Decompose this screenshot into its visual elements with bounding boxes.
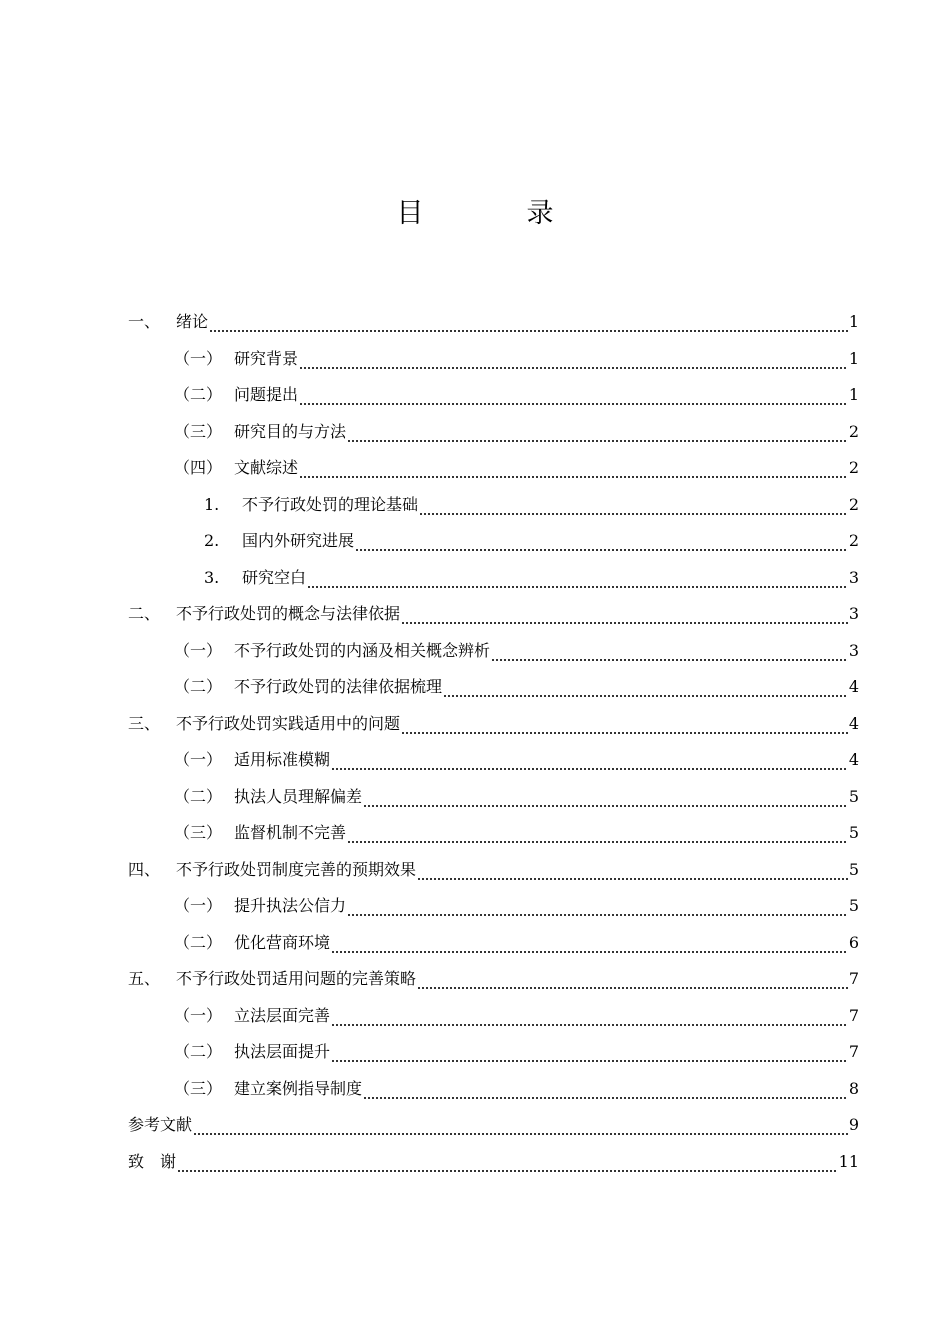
toc-label: 执法层面提升 [234, 1042, 331, 1062]
toc-number: （二） [174, 786, 223, 806]
toc-label: 优化营商环境 [234, 932, 331, 952]
toc-label: 文献综述 [234, 458, 299, 478]
toc-page-number: 7 [848, 1042, 859, 1062]
toc-page-number: 1 [848, 312, 859, 332]
toc-label: 监督机制不完善 [234, 823, 347, 843]
dot-leader [347, 888, 848, 925]
toc-label: 不予行政处罚的理论基础 [242, 494, 419, 514]
toc-page-number: 8 [848, 1078, 859, 1098]
toc-number: 二、 [128, 604, 161, 624]
toc-entry[interactable] [128, 1144, 859, 1181]
dot-leader [491, 633, 848, 670]
dot-leader [299, 377, 848, 414]
toc-label: 适用标准模糊 [234, 750, 331, 770]
table-of-contents [128, 304, 859, 1180]
dot-leader [193, 1107, 848, 1144]
toc-page-number: 7 [848, 1005, 859, 1025]
dot-leader [299, 450, 848, 487]
toc-page-number: 3 [848, 567, 859, 587]
toc-label: 执法人员理解偏差 [234, 786, 363, 806]
toc-number: （一） [174, 640, 223, 660]
page-title: 目 录 [396, 198, 592, 229]
toc-label: 致 谢 [128, 1151, 177, 1171]
dot-leader [331, 1034, 848, 1071]
toc-entry[interactable] [128, 925, 859, 962]
toc-page-number: 4 [848, 713, 859, 733]
toc-number: （二） [174, 385, 223, 405]
toc-label: 立法层面完善 [234, 1005, 331, 1025]
toc-entry[interactable] [128, 1034, 859, 1071]
toc-number: （一） [174, 750, 223, 770]
toc-page-number: 7 [848, 969, 859, 989]
toc-number: （三） [174, 1078, 223, 1098]
toc-page-number: 4 [848, 677, 859, 697]
dot-leader [331, 998, 848, 1035]
toc-page-number: 4 [848, 750, 859, 770]
toc-page-number: 5 [848, 896, 859, 916]
toc-entry[interactable] [128, 888, 859, 925]
toc-number: （二） [174, 1042, 223, 1062]
toc-page-number: 2 [848, 531, 859, 551]
toc-number: 四、 [128, 859, 161, 879]
toc-entry[interactable] [128, 852, 859, 889]
toc-number: （一） [174, 1005, 223, 1025]
dot-leader [177, 1144, 838, 1181]
toc-page-number: 2 [848, 458, 859, 478]
toc-number: （三） [174, 421, 223, 441]
dot-leader [401, 706, 848, 743]
dot-leader [417, 961, 848, 998]
dot-leader [417, 852, 848, 889]
toc-entry[interactable] [128, 633, 859, 670]
toc-entry[interactable] [128, 779, 859, 816]
dot-leader [419, 487, 848, 524]
dot-leader [347, 414, 848, 451]
toc-number: 一、 [128, 312, 161, 332]
toc-entry[interactable] [128, 815, 859, 852]
toc-number: （三） [174, 823, 223, 843]
toc-entry[interactable] [128, 998, 859, 1035]
dot-leader [331, 925, 848, 962]
toc-number: （二） [174, 677, 223, 697]
toc-entry[interactable] [128, 450, 859, 487]
toc-entry[interactable] [128, 742, 859, 779]
toc-label: 提升执法公信力 [234, 896, 347, 916]
toc-entry[interactable] [128, 596, 859, 633]
toc-label: 不予行政处罚的法律依据梳理 [234, 677, 443, 697]
toc-number: 2. [204, 531, 220, 551]
dot-leader [363, 779, 848, 816]
toc-page-number: 5 [848, 786, 859, 806]
toc-entry[interactable] [128, 669, 859, 706]
toc-entry[interactable] [128, 414, 859, 451]
toc-page-number: 3 [848, 604, 859, 624]
toc-number: （二） [174, 932, 223, 952]
toc-number: 三、 [128, 713, 161, 733]
toc-entry[interactable] [128, 523, 859, 560]
toc-page-number: 2 [848, 494, 859, 514]
toc-label: 研究目的与方法 [234, 421, 347, 441]
dot-leader [347, 815, 848, 852]
toc-label: 建立案例指导制度 [234, 1078, 363, 1098]
toc-entry[interactable] [128, 1071, 859, 1108]
dot-leader [443, 669, 848, 706]
toc-label: 国内外研究进展 [242, 531, 355, 551]
toc-label: 参考文献 [128, 1115, 193, 1135]
toc-entry[interactable] [128, 487, 859, 524]
toc-page-number: 1 [848, 385, 859, 405]
toc-number: （一） [174, 896, 223, 916]
toc-entry[interactable] [128, 961, 859, 998]
toc-label: 不予行政处罚的概念与法律依据 [176, 604, 401, 624]
toc-label: 研究空白 [242, 567, 307, 587]
toc-page-number: 11 [838, 1151, 859, 1171]
toc-label: 问题提出 [234, 385, 299, 405]
toc-entry[interactable] [128, 377, 859, 414]
toc-page-number: 9 [848, 1115, 859, 1135]
toc-page-number: 6 [848, 932, 859, 952]
toc-entry[interactable] [128, 1107, 859, 1144]
toc-number: （一） [174, 348, 223, 368]
dot-leader [363, 1071, 848, 1108]
dot-leader [331, 742, 848, 779]
toc-number: 1. [204, 494, 220, 514]
toc-label: 不予行政处罚实践适用中的问题 [176, 713, 401, 733]
toc-label: 不予行政处罚的内涵及相关概念辨析 [234, 640, 491, 660]
toc-label: 不予行政处罚适用问题的完善策略 [176, 969, 417, 989]
toc-label: 研究背景 [234, 348, 299, 368]
toc-page-number: 5 [848, 823, 859, 843]
dot-leader [299, 341, 848, 378]
toc-entry[interactable] [128, 560, 859, 597]
toc-page-number: 3 [848, 640, 859, 660]
toc-label: 不予行政处罚制度完善的预期效果 [176, 859, 417, 879]
toc-number: 五、 [128, 969, 161, 989]
toc-page-number: 5 [848, 859, 859, 879]
dot-leader [307, 560, 848, 597]
toc-label: 绪论 [176, 312, 209, 332]
toc-entry[interactable] [128, 304, 859, 341]
toc-page-number: 1 [848, 348, 859, 368]
dot-leader [355, 523, 848, 560]
dot-leader [401, 596, 848, 633]
toc-page-number: 2 [848, 421, 859, 441]
toc-number: （四） [174, 458, 223, 478]
dot-leader [209, 304, 848, 341]
toc-entry[interactable] [128, 706, 859, 743]
toc-number: 3. [204, 567, 220, 587]
toc-entry[interactable] [128, 341, 859, 378]
